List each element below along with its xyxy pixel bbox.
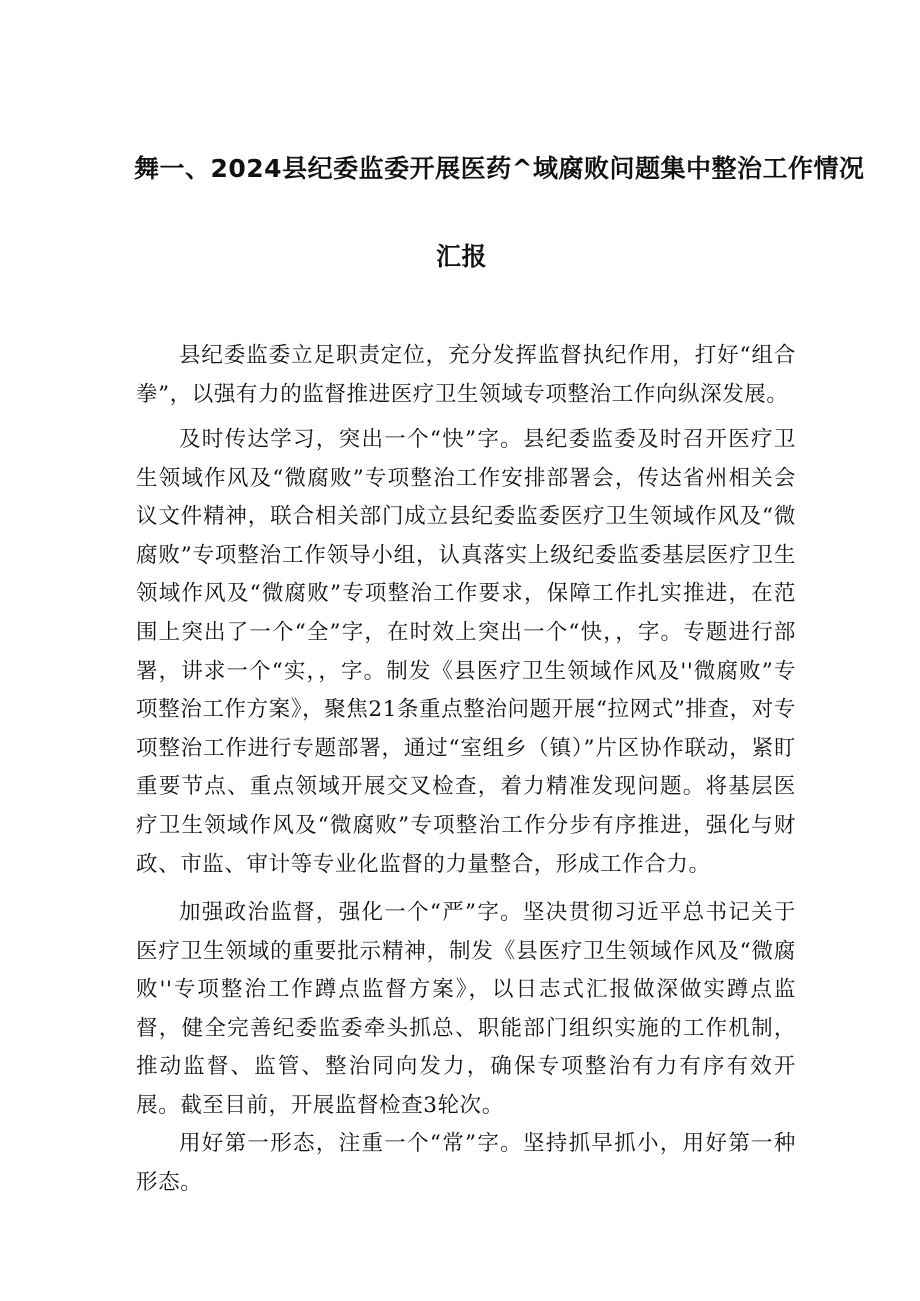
document-title-line-2: 汇报 — [436, 242, 488, 271]
paragraph-timely-study: 及时传达学习，突出一个“快”字。县纪委监委及时召开医疗卫生领域作风及“微腐败”专项整治工作安排部署会，传达省州相关会议文件精神，联合相关部门成立县纪委监委医疗卫生领域作风及“微腐败”专项整治工作领导小组，认真落实上级纪委监委基层医疗卫生领域作风及“微腐败”专项整治工作要求，保障工作扎实推进，在范围上突出了一个“全”字，在时效上突出一个“快，，字。专题进行部署，讲求一个“实，，字。制发《县医疗卫生领域作风及''微腐败”专项整治工作方案》，聚焦21条重点整治问题开展“拉网式”排查，对专项整治工作进行专题部署，通过“室组乡（镇）”片区协作联动，紧盯重要节点、重点领域开展交叉检查，着力精准发现问题。将基层医疗卫生领域作风及“微腐败”专项整治工作分步有序推进，强化与财政、市监、审计等专业化监督的力量整合，形成工作合力。 — [136, 427, 796, 877]
paragraph-first-form: 用好第一形态，注重一个“常”字。坚持抓早抓小，用好第一种形态。 — [136, 1131, 796, 1195]
paragraph-political-supervision: 加强政治监督，强化一个“严”字。坚决贯彻习近平总书记关于医疗卫生领域的重要批示精神，制发《县医疗卫生领域作风及“微腐败''专项整治工作蹲点监督方案》，以日志式汇报做深做实蹲点监督，健全完善纪委监委牵头抓总、职能部门组织实施的工作机制，推动监督、监管、整治同向发力，确保专项整治有力有序有效开展。截至目前，开展监督检查3轮次。 — [136, 900, 796, 1118]
document-title-line-1: 舞一、2024县纪委监委开展医药^域腐败问题集中整治工作情况 — [134, 154, 865, 183]
paragraph-intro: 县纪委监委立足职责定位，充分发挥监督执纪作用，打好“组合拳”，以强有力的监督推进医疗卫生领域专项整治工作向纵深发展。 — [136, 343, 796, 407]
